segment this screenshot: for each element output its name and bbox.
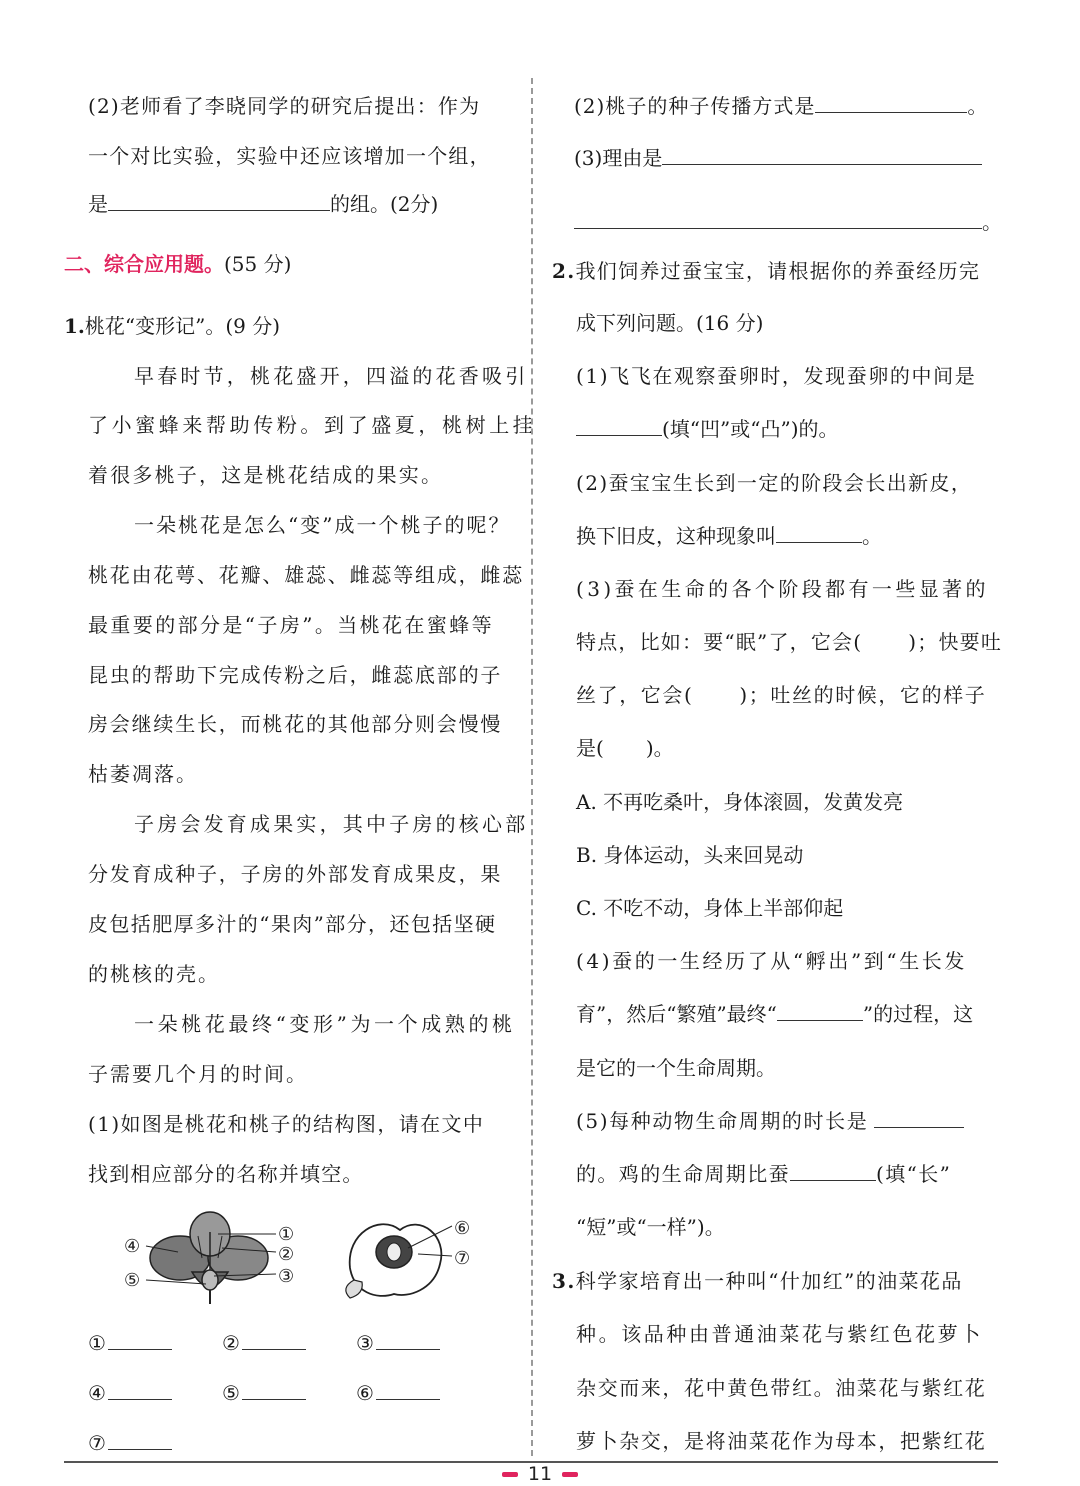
q3-line2: 种。该品种由普通油菜花与紫红色花萝卜 (576, 1322, 983, 1346)
answer-blank[interactable] (242, 1381, 306, 1400)
page-dash-right (562, 1472, 578, 1477)
question-1-title (64, 312, 280, 340)
answer-marker: ③ (356, 1331, 374, 1355)
q2-2-line2 (576, 522, 882, 550)
answer-marker: ④ (88, 1381, 106, 1405)
r-q3-line (574, 144, 982, 172)
fig-label-2: ② (278, 1244, 295, 1265)
q2-3-line1: (3)蚕在生命的各个阶段都有一些显著的 (576, 577, 989, 601)
para1-line1: 早春时节，桃花盛开，四溢的花香吸引 (134, 364, 529, 388)
para2-line1: 一朵桃花是怎么“变”成一个桃子的呢？ (134, 513, 511, 537)
answer-blank[interactable] (242, 1331, 306, 1350)
para3-line3: 皮包括肥厚多汁的“果肉”部分，还包括坚硬 (88, 912, 497, 936)
q2-3-text-f: )。 (645, 736, 674, 760)
q2-5-line1 (576, 1107, 964, 1135)
q2-3-text-c: 丝了，它会( (576, 683, 694, 707)
answer-item-4 (88, 1379, 172, 1407)
answer-marker: ⑦ (88, 1431, 106, 1455)
para4-line2: 子需要几个月的时间。 (88, 1062, 308, 1086)
q2-1-text: (填“凹”或“凸”)的。 (662, 417, 839, 441)
q2-5-text: (5)每种动物生命周期的时长是 (576, 1109, 869, 1133)
para1-line3: 着很多桃子，这是桃花结成的果实。 (88, 463, 444, 487)
para2-line2: 桃花由花萼、花瓣、雄蕊、雌蕊等组成，雌蕊 (88, 563, 524, 587)
q2-1-line2 (576, 415, 839, 443)
answer-blank[interactable] (576, 417, 662, 436)
r-q2-line (574, 92, 988, 120)
answer-item-3 (356, 1329, 440, 1357)
answer-blank[interactable] (874, 1109, 964, 1128)
q2-3-line2 (576, 628, 1002, 656)
q2-text: 我们饲养过蚕宝宝，请根据你的养蚕经历完 (575, 259, 981, 283)
option-b: B. 身体运动，头来回晃动 (576, 843, 804, 867)
column-divider (531, 78, 533, 1456)
fig-label-3: ③ (278, 1266, 295, 1287)
q2-2-end: 。 (862, 524, 882, 548)
answer-blank[interactable] (108, 1431, 172, 1450)
answer-marker: ⑤ (222, 1381, 240, 1405)
para1-line2: 了小蜜蜂来帮助传粉。到了盛夏，桃树上挂 (88, 413, 537, 437)
answer-item-6 (356, 1379, 440, 1407)
q2-line2: 成下列问题。(16 分) (576, 311, 764, 335)
section-score: (55 分) (224, 252, 292, 276)
q2-2-line1: (2)蚕宝宝生长到一定的阶段会长出新皮， (576, 471, 973, 495)
para3-line2: 分发育成种子，子房的外部发育成果皮，果 (88, 862, 503, 886)
q2-3-line3 (576, 681, 986, 709)
q2-2-text: 换下旧皮，这种现象叫 (576, 524, 776, 548)
answer-blank[interactable] (574, 210, 982, 229)
option-c: C. 不吃不动，身体上半部仰起 (576, 896, 844, 920)
q3-line1 (552, 1267, 963, 1295)
answer-blank[interactable] (376, 1331, 440, 1350)
q2-4-line2 (576, 1000, 973, 1028)
q2-3-line4 (576, 734, 674, 762)
section-title (64, 250, 291, 278)
r-q3-text: (3)理由是 (574, 146, 663, 170)
fig-label-1: ① (278, 1224, 295, 1245)
q-part2-line3-pre: 是 (88, 192, 108, 216)
para2-line3: 最重要的部分是“子房”。当桃花在蜜蜂等 (88, 613, 495, 637)
q1-part1-line1: (1)如图是桃花和桃子的结构图，请在文中 (88, 1112, 485, 1136)
para3-line1: 子房会发育成果实，其中子房的核心部 (134, 812, 529, 836)
question-number: 1. (64, 314, 85, 338)
q1-part1-line2: 找到相应部分的名称并填空。 (88, 1162, 364, 1186)
para2-line6: 枯萎凋落。 (88, 762, 198, 786)
question-number: 3. (552, 1269, 576, 1293)
answer-blank[interactable] (815, 94, 967, 113)
peach-illustration (346, 1224, 442, 1298)
q3-line4: 萝卜杂交，是将油菜花作为母本，把紫红花 (576, 1429, 987, 1453)
fig-label-4: ④ (124, 1236, 141, 1257)
answer-marker: ① (88, 1331, 106, 1355)
q2-4-text-post: ”的过程，这 (862, 1002, 974, 1026)
q2-3-text-b: )；快要吐 (908, 630, 1003, 654)
fig-label-7: ⑦ (454, 1248, 471, 1269)
q2-line1 (552, 257, 980, 285)
q2-4-line3: 是它的一个生命周期。 (576, 1056, 776, 1080)
answer-blank[interactable] (790, 1162, 876, 1181)
question-number: 2. (552, 259, 576, 283)
q2-3-text-d: )；吐丝的时候，它的样子 (739, 683, 987, 707)
para4-line1: 一朵桃花最终“变形”为一个成熟的桃 (134, 1012, 516, 1036)
page-dash-left (502, 1472, 518, 1477)
flower-peach-diagram (118, 1208, 488, 1308)
r-q2-end: 。 (967, 94, 989, 118)
answer-blank[interactable] (777, 1002, 863, 1021)
answer-blank[interactable] (776, 524, 862, 543)
fig-label-6: ⑥ (454, 1218, 471, 1239)
q2-5-text-post: (填“长” (876, 1162, 952, 1186)
q-part2-line2: 一个对比实验，实验中还应该增加一个组， (88, 144, 491, 168)
fig-label-5: ⑤ (124, 1270, 141, 1291)
q3-text: 科学家培育出一种叫“什加红”的油菜花品 (575, 1269, 963, 1293)
section-title-text: 二、综合应用题。 (64, 252, 224, 276)
answer-item-2 (222, 1329, 306, 1357)
page-number (0, 1463, 1080, 1485)
answer-blank[interactable] (108, 1331, 172, 1350)
option-a: A. 不再吃桑叶，身体滚圆，发黄发亮 (576, 790, 904, 814)
answer-blank[interactable] (108, 192, 330, 211)
answer-blank[interactable] (108, 1381, 172, 1400)
answer-blank[interactable] (662, 146, 982, 165)
answer-marker: ② (222, 1331, 240, 1355)
page-number-text: 11 (527, 1463, 553, 1485)
answer-item-5 (222, 1379, 306, 1407)
para2-line4: 昆虫的帮助下完成传粉之后，雌蕊底部的子 (88, 663, 503, 687)
r-q3-continuation (574, 208, 1002, 236)
q2-1-line1: (1)飞飞在观察蚕卵时，发现蚕卵的中间是 (576, 364, 977, 388)
q2-5-line3: “短”或“一样”)。 (576, 1215, 725, 1239)
answer-item-7 (88, 1429, 172, 1457)
q2-4-text-pre: 育”，然后“繁殖”最终“ (576, 1002, 777, 1026)
peach-blossom-illustration (150, 1212, 268, 1304)
answer-item-1 (88, 1329, 172, 1357)
q-part2-line3 (88, 190, 438, 218)
answer-blank[interactable] (376, 1381, 440, 1400)
q-part2-line3-post: 的组。(2分) (330, 192, 439, 216)
q2-3-text-a: 特点，比如：要“眠”了，它会( (576, 630, 863, 654)
q2-4-line1: (4)蚕的一生经历了从“孵出”到“生长发 (576, 949, 968, 973)
para3-line4: 的桃核的壳。 (88, 962, 220, 986)
q2-5-line2 (576, 1160, 951, 1188)
r-q2-text: (2)桃子的种子传播方式是 (574, 94, 816, 118)
question-1-text: 桃花“变形记”。(9 分) (84, 314, 281, 338)
para2-line5: 房会继续生长，而桃花的其他部分则会慢慢 (88, 712, 503, 736)
q2-5-text-pre: 的。鸡的生命周期比蚕 (576, 1162, 790, 1186)
q-part2-line1: (2)老师看了李晓同学的研究后提出：作为 (88, 94, 481, 118)
structure-figure (118, 1208, 488, 1308)
r-q3-end: 。 (982, 210, 1002, 234)
answer-marker: ⑥ (356, 1381, 374, 1405)
q2-3-text-e: 是( (576, 736, 604, 760)
q3-line3: 杂交而来，花中黄色带红。油菜花与紫红花 (576, 1376, 987, 1400)
